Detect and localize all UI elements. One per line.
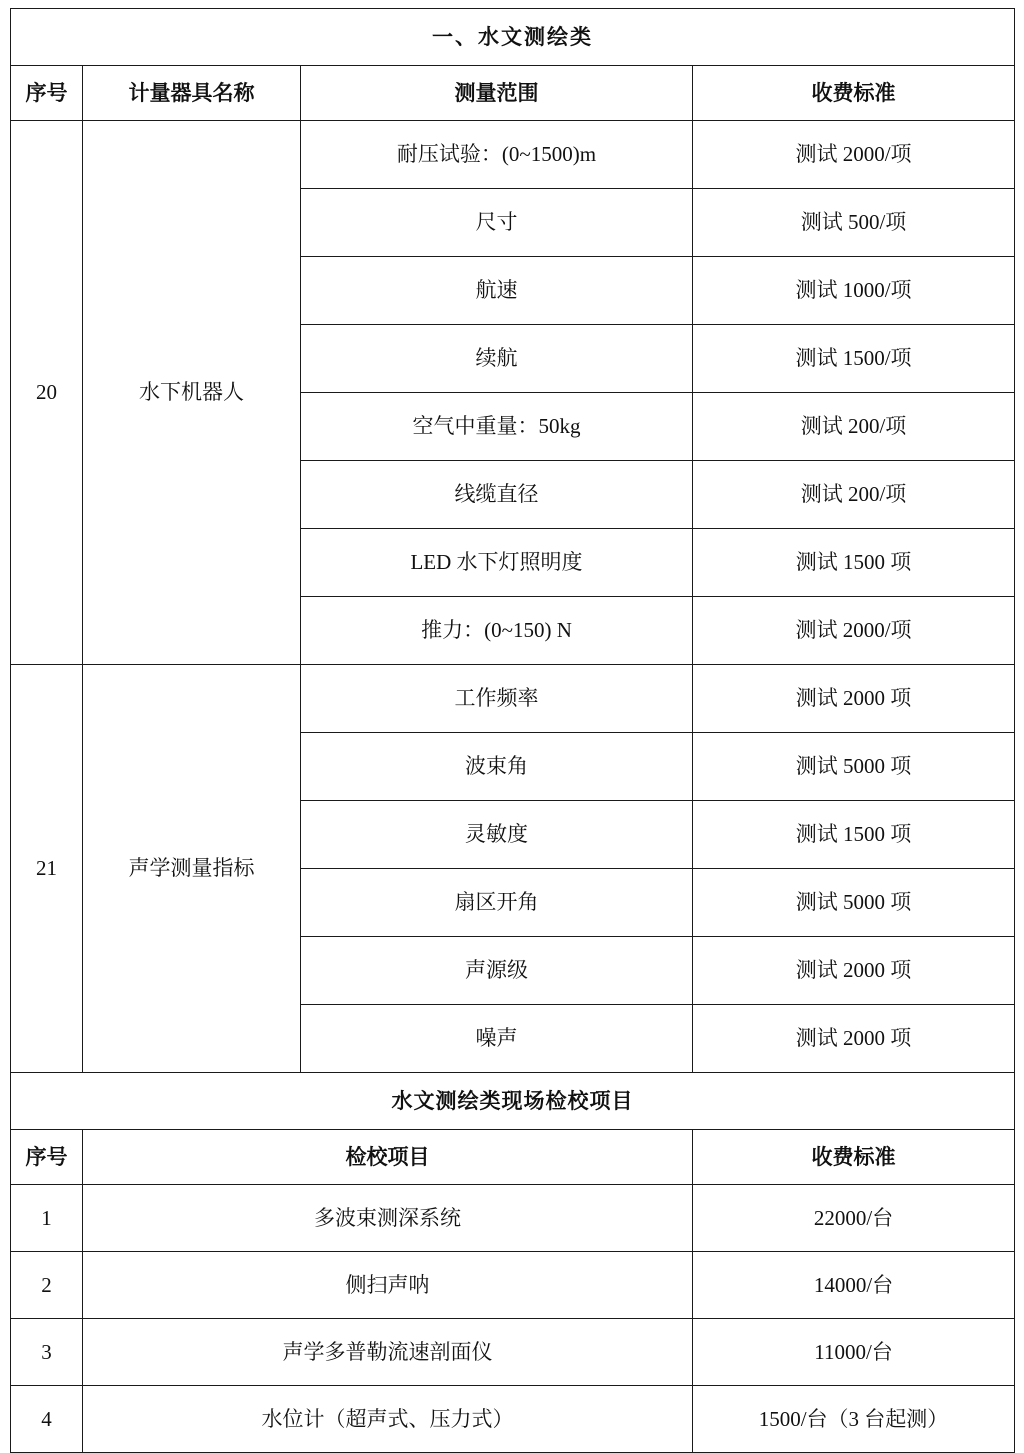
site-header-no: 序号 <box>11 1130 83 1185</box>
range-cell: 续航 <box>301 325 693 393</box>
site-row-item: 水位计（超声式、压力式） <box>83 1386 693 1453</box>
site-row-no: 4 <box>11 1386 83 1453</box>
fee-cell: 测试 500/项 <box>693 189 1015 257</box>
site-row-fee: 11000/台 <box>693 1319 1015 1386</box>
range-cell: 尺寸 <box>301 189 693 257</box>
range-cell: 工作频率 <box>301 665 693 733</box>
site-row-item: 声学多普勒流速剖面仪 <box>83 1319 693 1386</box>
site-row-item: 侧扫声呐 <box>83 1252 693 1319</box>
fee-cell: 测试 1500 项 <box>693 529 1015 597</box>
site-row-no: 2 <box>11 1252 83 1319</box>
fee-cell: 测试 2000/项 <box>693 597 1015 665</box>
site-section-title: 水文测绘类现场检校项目 <box>11 1073 1015 1130</box>
range-cell: 扇区开角 <box>301 869 693 937</box>
site-row-item: 多波束测深系统 <box>83 1185 693 1252</box>
range-cell: 空气中重量：50kg <box>301 393 693 461</box>
site-row-no: 1 <box>11 1185 83 1252</box>
group-instrument: 声学测量指标 <box>83 665 301 1073</box>
site-header-fee: 收费标准 <box>693 1130 1015 1185</box>
fee-cell: 测试 1500 项 <box>693 801 1015 869</box>
main-title-row <box>11 9 1015 66</box>
table-row <box>11 1185 1015 1252</box>
table-row <box>11 121 1015 189</box>
range-cell: 波束角 <box>301 733 693 801</box>
fee-cell: 测试 5000 项 <box>693 733 1015 801</box>
fee-cell: 测试 200/项 <box>693 461 1015 529</box>
group-no: 20 <box>11 121 83 665</box>
column-header-row <box>11 66 1015 121</box>
fee-cell: 测试 1000/项 <box>693 257 1015 325</box>
range-cell: 声源级 <box>301 937 693 1005</box>
fee-standard-table <box>10 8 1015 1453</box>
range-cell: 噪声 <box>301 1005 693 1073</box>
site-row-fee: 14000/台 <box>693 1252 1015 1319</box>
header-range: 测量范围 <box>301 66 693 121</box>
fee-cell: 测试 2000 项 <box>693 1005 1015 1073</box>
site-row-no: 3 <box>11 1319 83 1386</box>
range-cell: 航速 <box>301 257 693 325</box>
group-no: 21 <box>11 665 83 1073</box>
fee-cell: 测试 2000 项 <box>693 937 1015 1005</box>
fee-cell: 测试 5000 项 <box>693 869 1015 937</box>
site-section-title-row <box>11 1073 1015 1130</box>
site-row-fee: 22000/台 <box>693 1185 1015 1252</box>
site-header-row <box>11 1130 1015 1185</box>
range-cell: LED 水下灯照明度 <box>301 529 693 597</box>
range-cell: 耐压试验：(0~1500)m <box>301 121 693 189</box>
fee-cell: 测试 2000/项 <box>693 121 1015 189</box>
site-row-fee: 1500/台（3 台起测） <box>693 1386 1015 1453</box>
table-row <box>11 1319 1015 1386</box>
table-row <box>11 1386 1015 1453</box>
header-fee: 收费标准 <box>693 66 1015 121</box>
site-header-item: 检校项目 <box>83 1130 693 1185</box>
main-title: 一、水文测绘类 <box>11 9 1015 66</box>
group-instrument: 水下机器人 <box>83 121 301 665</box>
table-row <box>11 1252 1015 1319</box>
fee-cell: 测试 200/项 <box>693 393 1015 461</box>
range-cell: 推力：(0~150) N <box>301 597 693 665</box>
fee-cell: 测试 2000 项 <box>693 665 1015 733</box>
header-instrument: 计量器具名称 <box>83 66 301 121</box>
header-no: 序号 <box>11 66 83 121</box>
table-row <box>11 665 1015 733</box>
range-cell: 灵敏度 <box>301 801 693 869</box>
fee-cell: 测试 1500/项 <box>693 325 1015 393</box>
range-cell: 线缆直径 <box>301 461 693 529</box>
